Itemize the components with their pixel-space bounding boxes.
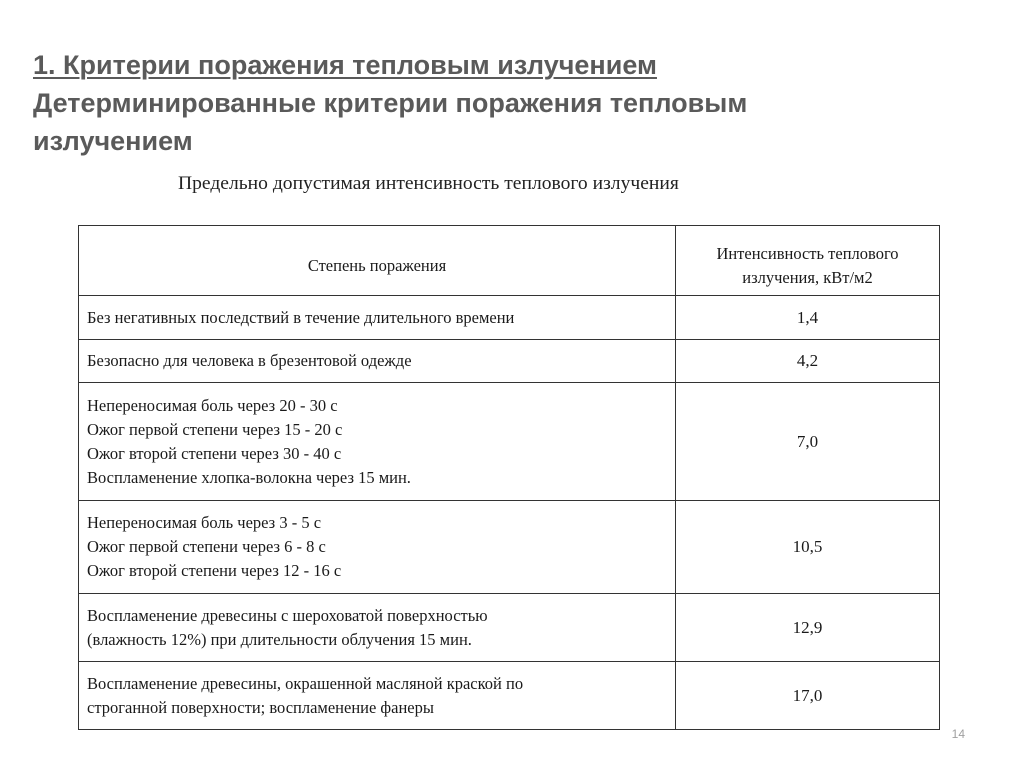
intensity-cell: 12,9 [676, 594, 940, 662]
table-caption: Предельно допустимая интенсивность теплового излучения [178, 173, 679, 194]
title-line-2: Детерминированные критерии поражения тепловым [33, 88, 748, 118]
degree-cell: Без негативных последствий в течение длительного времени [79, 296, 676, 340]
degree-cell: Непереносимая боль через 3 - 5 с Ожог первой степени через 6 - 8 с Ожог второй степени через 12 - 16 с [79, 501, 676, 594]
page-number: 14 [951, 727, 965, 741]
intensity-cell: 4,2 [676, 340, 940, 383]
table-row [79, 296, 940, 340]
table-row [79, 501, 940, 594]
criteria-table [78, 225, 940, 730]
degree-cell: Непереносимая боль через 20 - 30 с Ожог первой степени через 15 - 20 с Ожог второй степени через 30 - 40 с Воспламенение хлопка-волокна через 15 мин. [79, 383, 676, 501]
intensity-cell: 1,4 [676, 296, 940, 340]
title-line-1: 1. Критерии поражения тепловым излучением [33, 50, 657, 80]
table-header-row [79, 226, 940, 296]
header-degree: Степень поражения [79, 226, 676, 296]
intensity-cell: 17,0 [676, 662, 940, 730]
intensity-cell: 10,5 [676, 501, 940, 594]
table-row [79, 662, 940, 730]
title-line-3: излучением [33, 126, 193, 156]
degree-cell: Воспламенение древесины с шероховатой поверхностью (влажность 12%) при длительности облучения 15 мин. [79, 594, 676, 662]
degree-cell: Воспламенение древесины, окрашенной масляной краской по строганной поверхности; воспламенение фанеры [79, 662, 676, 730]
degree-cell: Безопасно для человека в брезентовой одежде [79, 340, 676, 383]
table-row [79, 340, 940, 383]
table-row [79, 594, 940, 662]
header-intensity: Интенсивность теплового излучения, кВт/м2 [676, 226, 940, 296]
slide-title [33, 46, 993, 160]
table-row [79, 383, 940, 501]
intensity-cell: 7,0 [676, 383, 940, 501]
